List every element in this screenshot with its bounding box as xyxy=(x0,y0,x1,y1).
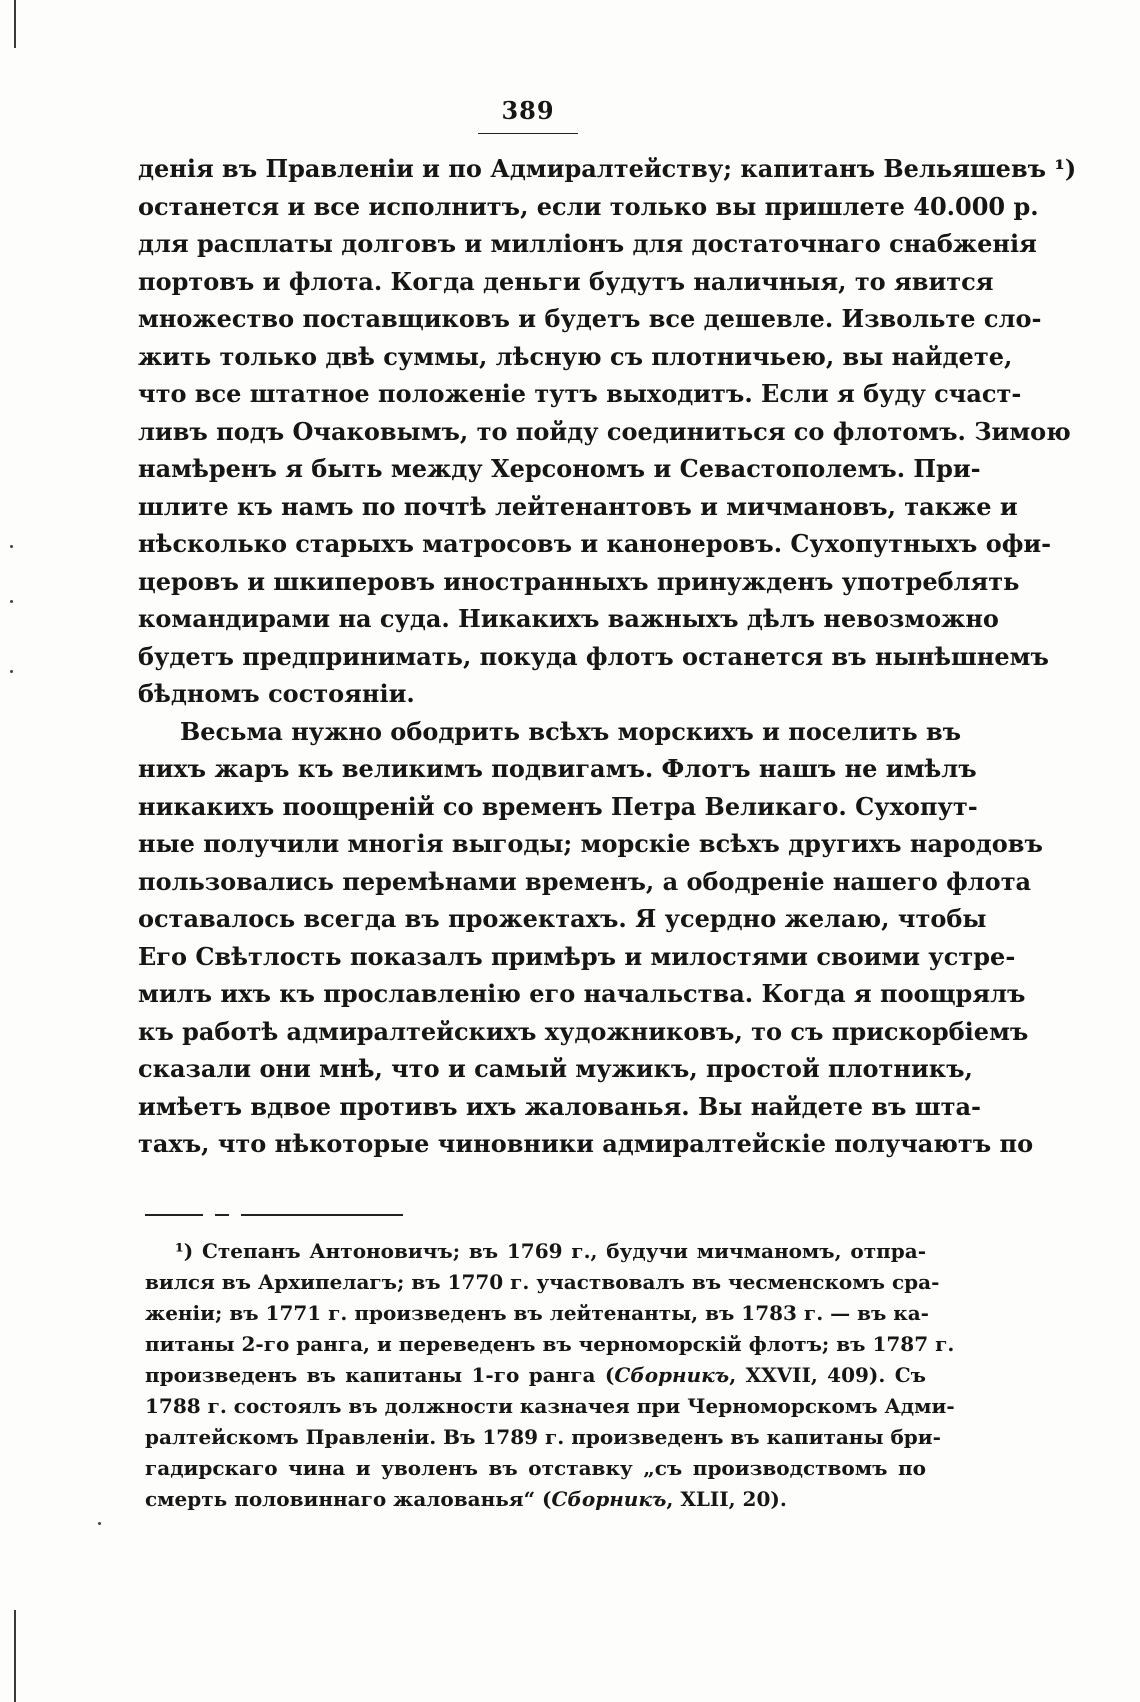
footnote-line: вился въ Архипелагъ; въ 1770 г. участвовалъ въ чесменскомъ сра- xyxy=(145,1270,940,1294)
text-line: ные получили многія выгоды; морскіе всѣхъ другихъ народовъ xyxy=(138,829,1043,858)
text-line: будетъ предпринимать, покуда флотъ останется въ нынѣшнемъ xyxy=(138,641,1049,671)
scan-speck xyxy=(10,670,13,673)
text-line: множество поставщиковъ и будетъ все дешевле. Извольте сло- xyxy=(138,304,1042,333)
text-line: сказали они мнѣ, что и самый мужикъ, простой плотникъ, xyxy=(138,1054,973,1083)
scan-edge-line xyxy=(14,0,16,48)
text-line: намѣренъ я быть между Херсономъ и Севастополемъ. При- xyxy=(138,454,981,483)
text-line: ливъ подъ Очаковымъ, то пойду соединиться со флотомъ. Зимою xyxy=(138,416,1071,446)
footnote-source-title: Сборникъ xyxy=(551,1487,667,1511)
footnote-line: питаны 2-го ранга, и переведенъ въ черноморскій флотъ; въ 1787 г. xyxy=(145,1332,955,1356)
footnote-text: , XLII, 20). xyxy=(666,1487,787,1511)
text-line: для расплаты долговъ и милліонъ для достаточнаго снабженія xyxy=(138,229,1037,258)
footnote-line: гадирскаго чина и уволенъ въ отставку „съ производствомъ по xyxy=(145,1456,926,1480)
text-line: командирами на суда. Никакихъ важныхъ дѣлъ невозможно xyxy=(138,604,999,633)
page-number: 389 xyxy=(501,96,555,125)
footnote-line xyxy=(145,1484,926,1515)
text-line: пользовались перемѣнами временъ, а ободреніе нашего флота xyxy=(138,866,1032,896)
text-line: Его Свѣтлость показалъ примѣръ и милостями своими устре- xyxy=(138,941,1016,971)
text-line: шлите къ намъ по почтѣ лейтенантовъ и мичмановъ, также и xyxy=(138,491,1018,521)
text-line: что все штатное положеніе тутъ выходитъ. Если я буду счаст- xyxy=(138,379,1022,408)
footnote-line: женіи; въ 1771 г. произведенъ въ лейтенанты, въ 1783 г. — въ ка- xyxy=(145,1301,929,1325)
footnote-text: смерть половиннаго жалованья“ ( xyxy=(145,1487,552,1511)
scan-edge-line xyxy=(14,1610,16,1702)
text-line: бѣдномъ состояніи. xyxy=(138,679,415,708)
text-line: Весьма нужно ободрить всѣхъ морскихъ и поселить въ xyxy=(180,716,962,746)
text-line: церовъ и шкиперовъ иностранныхъ принужденъ употреблять xyxy=(138,566,1020,596)
footnote-line xyxy=(145,1360,926,1391)
footnote-separator xyxy=(145,1214,403,1216)
scan-speck xyxy=(98,1522,101,1525)
text-line: никакихъ поощреній со временъ Петра Великаго. Сухопут- xyxy=(138,791,978,821)
text-line: нѣсколько старыхъ матросовъ и канонеровъ. Сухопутныхъ офи- xyxy=(138,529,1052,558)
text-line: имѣетъ вдвое противъ ихъ жалованья. Вы найдете въ шта- xyxy=(138,1091,981,1121)
footnote-source-title: Сборникъ xyxy=(614,1363,730,1387)
text-line: къ работѣ адмиралтейскихъ художниковъ, то съ прискорбіемъ xyxy=(138,1016,1029,1046)
body-text xyxy=(138,150,1077,1163)
text-line: нихъ жаръ къ великимъ подвигамъ. Флотъ нашъ не имѣлъ xyxy=(138,754,977,783)
text-line: останется и все исполнитъ, если только вы пришлете 40.000 р. xyxy=(138,191,1039,221)
text-line: жить только двѣ суммы, лѣсную съ плотничьею, вы найдете, xyxy=(138,341,1013,371)
scan-speck xyxy=(10,545,13,548)
text-line: портовъ и флота. Когда деньги будутъ наличныя, то явится xyxy=(138,266,994,296)
footnote-line: ¹) Степанъ Антоновичъ; въ 1769 г., будучи мичманомъ, отпра- xyxy=(175,1239,926,1263)
page-number-underline xyxy=(478,133,578,134)
text-line: оставалось всегда въ прожектахъ. Я усердно желаю, чтобы xyxy=(138,904,987,933)
footnote-line: 1788 г. состоялъ въ должности казначея при Черноморскомъ Адми- xyxy=(145,1394,955,1418)
footnote-text: , XXVII, 409). Съ xyxy=(729,1363,926,1387)
footnote-line: ралтейскомъ Правленіи. Въ 1789 г. произведенъ въ капитаны бри- xyxy=(145,1425,941,1449)
text-line: тахъ, что нѣкоторые чиновники адмиралтейскіе получаютъ по xyxy=(138,1129,1034,1158)
text-line: денія въ Правленіи и по Адмиралтейству; капитанъ Вельяшевъ ¹) xyxy=(138,154,1077,183)
footnote xyxy=(145,1236,955,1515)
footnote-text: произведенъ въ капитаны 1-го ранга ( xyxy=(145,1363,615,1387)
scan-speck xyxy=(10,600,13,603)
text-line: милъ ихъ къ прославленію его начальства. Когда я поощрялъ xyxy=(138,979,1026,1008)
